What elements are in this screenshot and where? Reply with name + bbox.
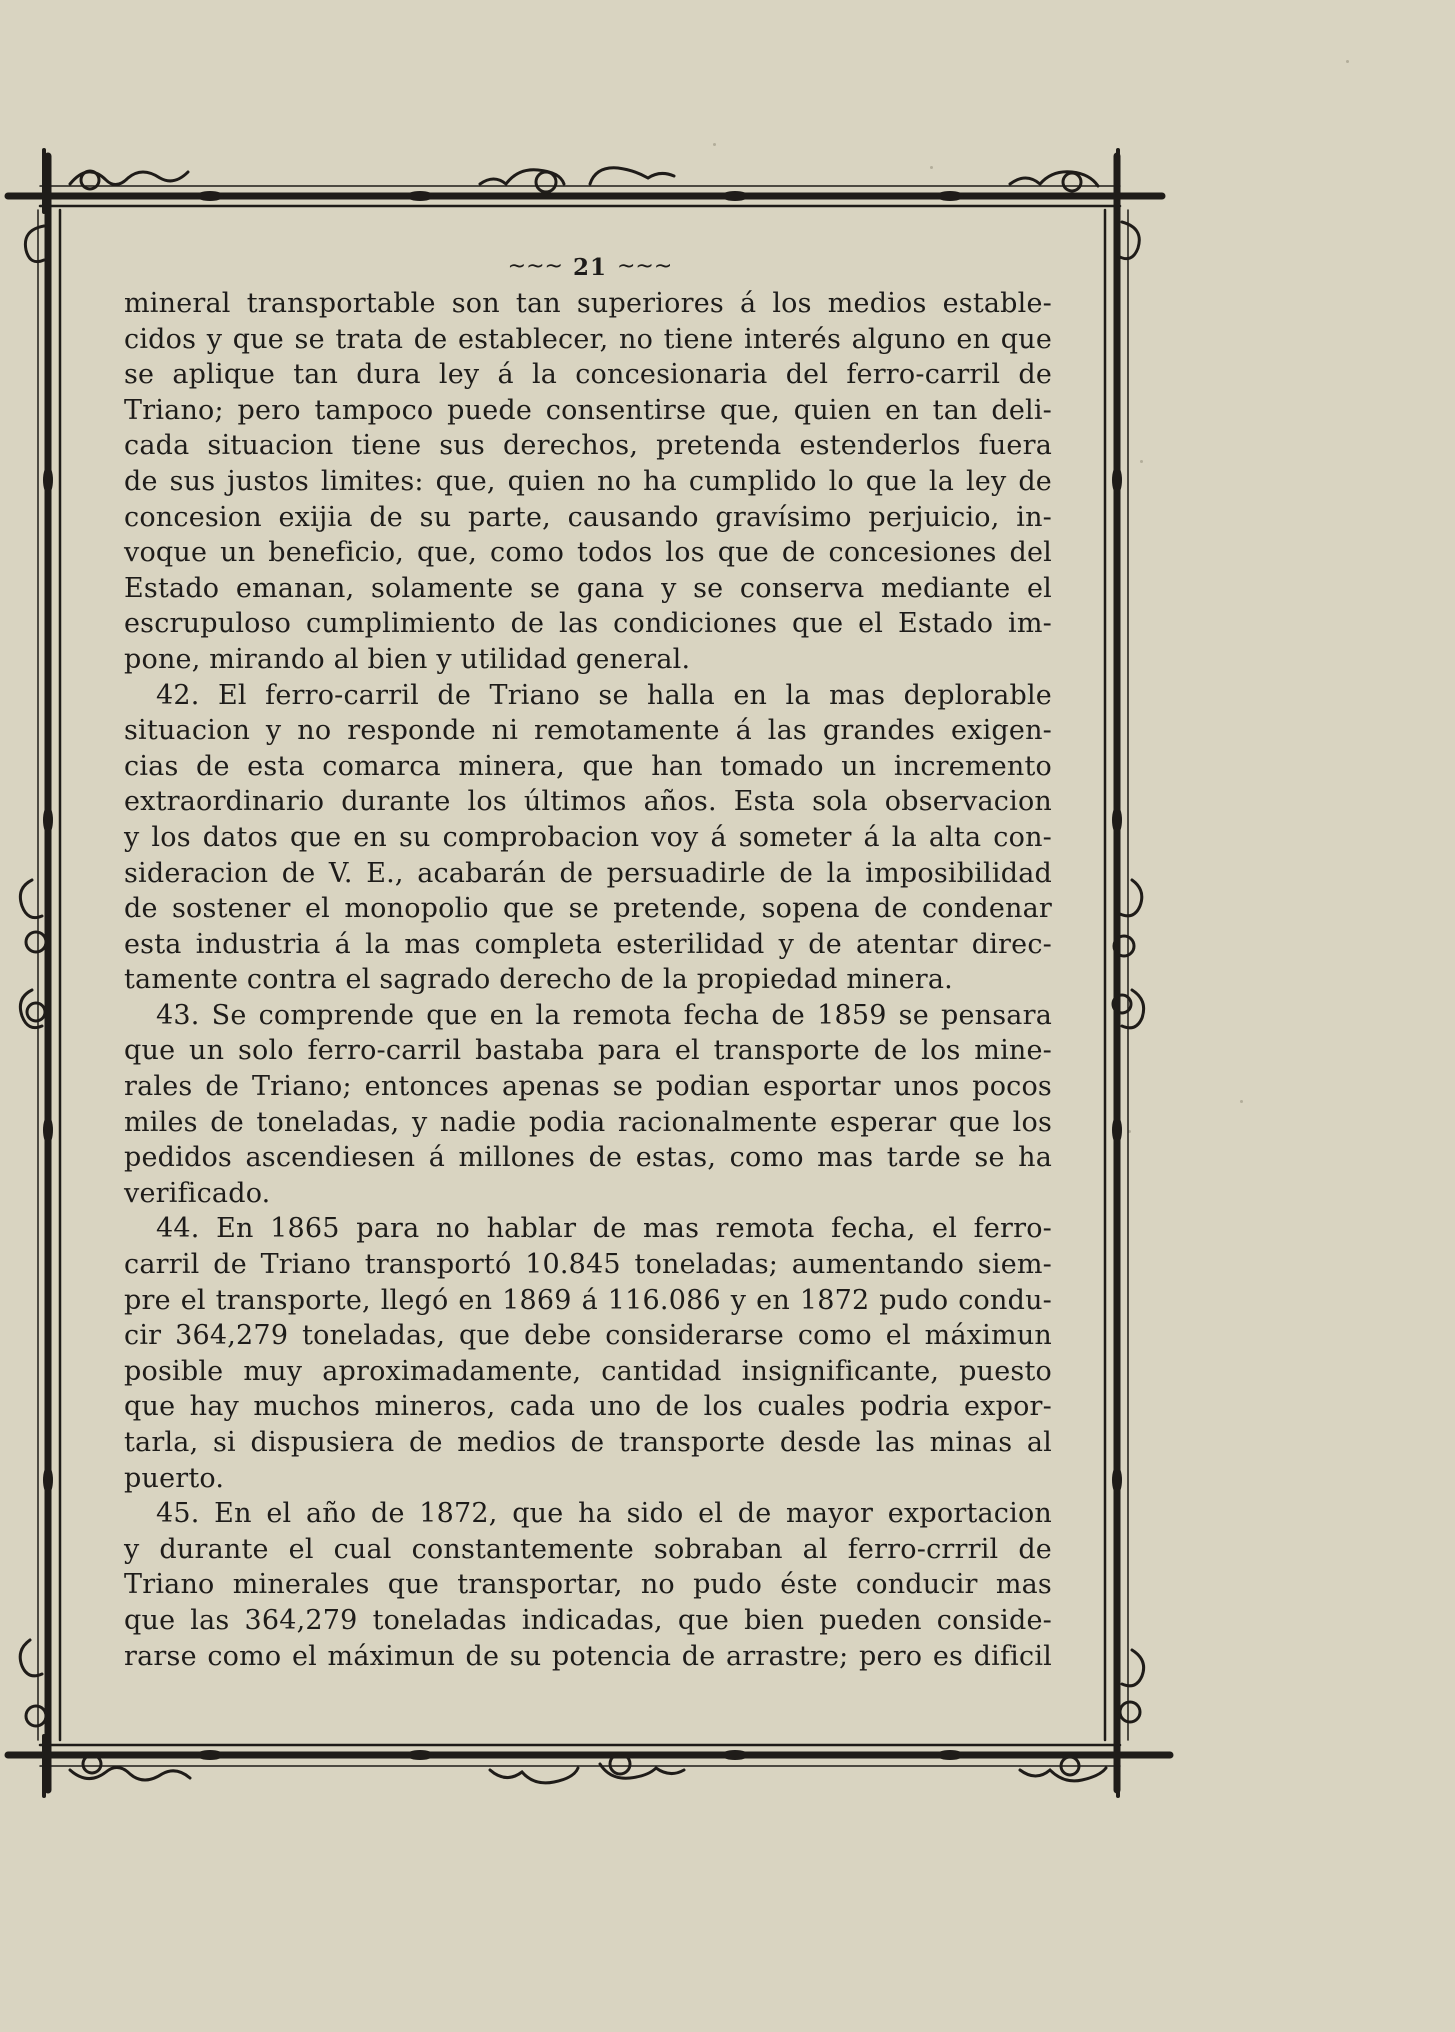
text-line: y los datos que en su comprobacion voy á someter á la alta con- xyxy=(124,821,1052,853)
text-line: rales de Triano; entonces apenas se podian esportar unos pocos xyxy=(124,1071,1052,1103)
text-line: sideracion de V. E., acabarán de persuadirle de la imposibilidad xyxy=(124,857,1052,889)
text-line: verificado. xyxy=(124,1177,271,1209)
body-text xyxy=(124,286,1052,1674)
paper-speck xyxy=(1346,60,1349,63)
text-line: esta industria á la mas completa esterilidad y de atentar direc- xyxy=(124,928,1052,960)
paper-speck xyxy=(1240,1100,1243,1103)
text-line: mineral transportable son tan superiores á los medios estable- xyxy=(124,288,1052,319)
paragraph-43-start: 43. Se comprende que en la remota fecha de 1859 se pensara xyxy=(156,999,1052,1031)
text-line: que las 364,279 toneladas indicadas, que bien pueden conside- xyxy=(124,1604,1052,1636)
paper-speck xyxy=(1128,1130,1131,1133)
text-line: Triano minerales que transportar, no pudo éste conducir mas xyxy=(124,1569,1052,1601)
text-line: de sus justos limites: que, quien no ha cumplido lo que la ley de xyxy=(124,465,1052,497)
text-line: Estado emanan, solamente se gana y se conserva mediante el xyxy=(124,572,1052,604)
text-line: concesion exijia de su parte, causando gravísimo perjuicio, in- xyxy=(124,501,1052,533)
text-line: tarla, si dispusiera de medios de transporte desde las minas al xyxy=(124,1427,1052,1458)
text-line: pone, mirando al bien y utilidad general. xyxy=(124,643,691,675)
text-line: cir 364,279 toneladas, que debe considerarse como el máximun xyxy=(124,1320,1052,1352)
paragraph-44-start: 44. En 1865 para no hablar de mas remota fecha, el ferro- xyxy=(156,1213,1052,1245)
text-line: posible muy aproximadamente, cantidad insignificante, puesto xyxy=(124,1355,1052,1387)
page-header xyxy=(470,245,710,289)
text-line: y durante el cual constantemente sobraban al ferro-crrril de xyxy=(124,1533,1052,1565)
text-line: pre el transporte, llegó en 1869 á 116.086 y en 1872 pudo condu- xyxy=(124,1284,1052,1316)
text-line: miles de toneladas, y nadie podia racionalmente esperar que los xyxy=(124,1106,1052,1138)
page-number-flourish-right: ~~~ xyxy=(617,254,673,279)
text-line: cidos y que se trata de establecer, no tiene interés alguno en que xyxy=(124,323,1052,355)
text-line: se aplique tan dura ley á la concesionaria del ferro-carril de xyxy=(124,359,1052,391)
paragraph-45-start: 45. En el año de 1872, que ha sido el de mayor exportacion xyxy=(156,1498,1052,1530)
text-line: cias de esta comarca minera, que han tomado un incremento xyxy=(124,750,1052,782)
text-line: puerto. xyxy=(124,1462,225,1494)
text-line: de sostener el monopolio que se pretende, sopena de condenar xyxy=(124,893,1052,925)
text-line: extraordinario durante los últimos años. Esta sola observacion xyxy=(124,786,1052,818)
text-line: Triano; pero tampoco puede consentirse que, quien en tan deli- xyxy=(124,394,1052,426)
paper-speck xyxy=(713,143,716,146)
text-line: cada situacion tiene sus derechos, pretenda estenderlos fuera xyxy=(124,430,1052,462)
paper-speck xyxy=(930,166,933,169)
text-line: tamente contra el sagrado derecho de la propiedad minera. xyxy=(124,964,953,996)
text-line: que hay muchos mineros, cada uno de los cuales podria expor- xyxy=(124,1391,1052,1423)
text-line: escrupuloso cumplimiento de las condiciones que el Estado im- xyxy=(124,608,1052,640)
text-line: pedidos ascendiesen á millones de estas, como mas tarde se ha xyxy=(124,1142,1052,1174)
paragraph-42-start: 42. El ferro-carril de Triano se halla en la mas deplorable xyxy=(156,679,1052,711)
page-number: 21 xyxy=(572,253,607,281)
text-line: voque un beneficio, que, como todos los que de concesiones del xyxy=(124,537,1052,569)
text-line: que un solo ferro-carril bastaba para el transporte de los mine- xyxy=(124,1035,1052,1067)
text-line: rarse como el máximun de su potencia de arrastre; pero es dificil xyxy=(124,1640,1052,1672)
text-line: carril de Triano transportó 10.845 toneladas; aumentando siem- xyxy=(124,1249,1052,1281)
paper-speck xyxy=(1140,460,1143,463)
text-line: situacion y no responde ni remotamente á las grandes exigen- xyxy=(124,715,1052,747)
page-number-flourish-left: ~~~ xyxy=(507,254,563,279)
